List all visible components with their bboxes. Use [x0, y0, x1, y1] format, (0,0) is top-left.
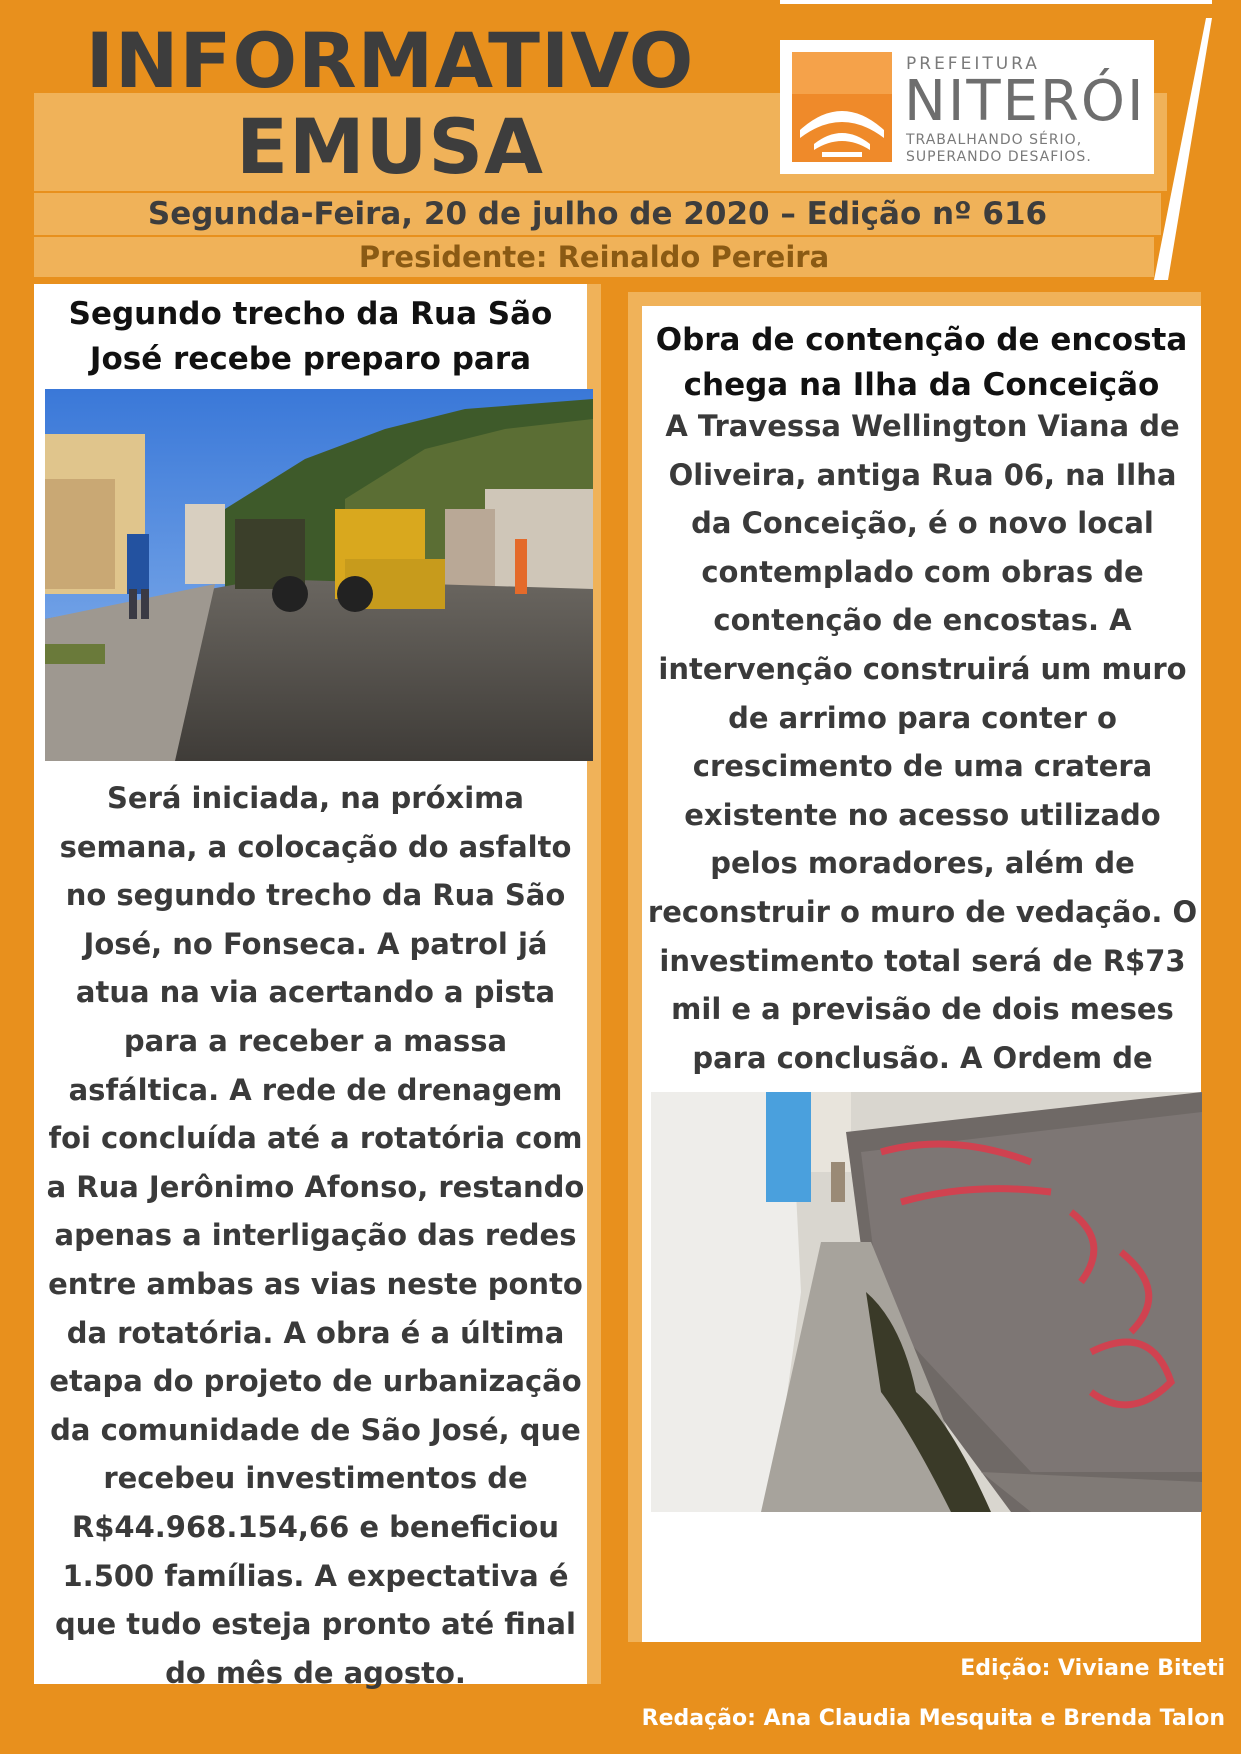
logo-tagline-line2: SUPERANDO DESAFIOS.	[906, 149, 1092, 165]
right-article-body: A Travessa Wellington Viana de Oliveira, antiga Rua 06, na Ilha da Conceição, é o novo local contemplado com obras de contenção de encostas. A intervenção construirá um muro de arrimo para conter o crescimento de uma cratera existente no acesso utilizado pelos moradores, além de reconstruir o muro de vedação. O investimento total será de R$73 mil e a previsão de dois meses para conclusão. A Ordem de	[647, 409, 1198, 1075]
street-paving-photo	[45, 389, 593, 761]
date-edition: Segunda-Feira, 20 de julho de 2020 – Edição nº 616	[147, 196, 1048, 232]
prefeitura-niteroi-logo	[780, 40, 1154, 174]
left-article-headline: Segundo trecho da Rua São José recebe preparo para	[68, 296, 553, 377]
right-article-headline: Obra de contenção de encosta chega na Ilha da Conceição	[655, 322, 1188, 403]
logo-tagline-line1: TRABALHANDO SÉRIO,	[906, 132, 1083, 148]
edition-credit: Edição: Viviane Biteti	[960, 1656, 1225, 1681]
logo-tagline	[906, 132, 1092, 166]
masthead-title	[60, 18, 720, 190]
niteroi-logo-mark-icon	[792, 52, 892, 162]
masthead-title-line2: EMUSA	[236, 102, 544, 191]
masthead-title-line1: INFORMATIVO	[85, 16, 695, 105]
left-article-column	[34, 284, 601, 1690]
left-article-body: Será iniciada, na próxima semana, a colocação do asfalto no segundo trecho da Rua São José, no Fonseca. A patrol já atua na via acertando a pista para a receber a massa asfáltica. A rede de drenagem foi concluída até a rotatória com a Rua Jerônimo Afonso, restando apenas a interligação das redes entre ambas as vias neste ponto da rotatória. A obra é a última etapa do projeto de urbanização da comunidade de São José, que recebeu investimentos de R$44.968.154,66 e beneficiou 1.500 famílias. A expectativa é que tudo esteja pronto até final do mês de agosto.	[46, 781, 585, 1690]
right-article-column	[628, 292, 1201, 1642]
writing-credit: Redação: Ana Claudia Mesquita e Brenda Talon	[641, 1706, 1225, 1731]
logo-prefeitura-text: PREFEITURA	[906, 54, 1040, 74]
top-white-strip	[780, 0, 1212, 4]
president-line: Presidente: Reinaldo Pereira	[358, 240, 830, 274]
alley-crater-photo	[651, 1092, 1202, 1512]
logo-city-name: NITERÓI	[904, 69, 1146, 134]
